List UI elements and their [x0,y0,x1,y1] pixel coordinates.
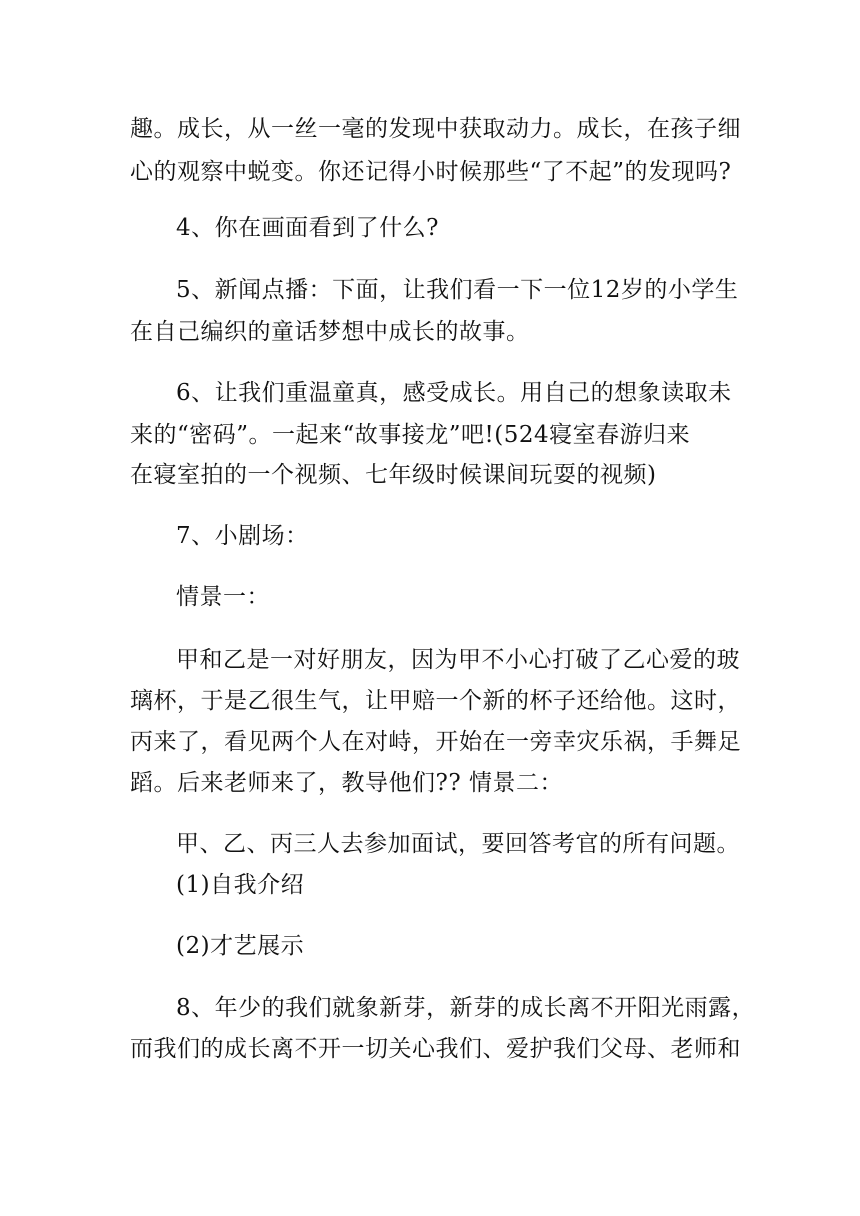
text-line: 蹈。后来老师来了，教导他们?? 情景二： [130,770,563,796]
text-line: (2)才艺展示 [176,933,305,959]
text-line: 而我们的成长离不开一切关心我们、爱护我们父母、老师和 [130,1036,741,1062]
text-line: 甲、乙、丙三人去参加面试，要回答考官的所有问题。 [176,831,740,857]
text-line: (1)自我介绍 [176,872,305,898]
text-line: 6、让我们重温童真，感受成长。用自己的想象读取未 [176,380,732,406]
text-line: 情景一： [176,584,270,610]
text-line: 在自己编织的童话梦想中成长的故事。 [130,319,530,345]
text-line: 4、你在画面看到了什么? [176,215,439,241]
text-line: 璃杯，于是乙很生气，让甲赔一个新的杯子还给他。这时， [130,688,741,714]
text-line: 在寝室拍的一个视频、七年级时候课间玩耍的视频) [130,462,657,488]
text-line: 8、年少的我们就象新芽，新芽的成长离不开阳光雨露， [176,995,756,1021]
text-line: 7、小剧场： [176,523,309,549]
text-line: 心的观察中蜕变。你还记得小时候那些“了不起”的发现吗? [130,159,732,185]
text-line: 甲和乙是一对好朋友，因为甲不小心打破了乙心爱的玻 [176,647,740,673]
text-line: 趣。成长，从一丝一毫的发现中获取动力。成长，在孩子细 [130,116,741,142]
text-line: 来的“密码”。一起来“故事接龙”吧!(524寝室春游归来 [130,422,691,448]
text-line: 丙来了，看见两个人在对峙，开始在一旁幸灾乐祸，手舞足 [130,729,741,755]
text-line: 5、新闻点播：下面，让我们看一下一位12岁的小学生 [176,277,739,303]
